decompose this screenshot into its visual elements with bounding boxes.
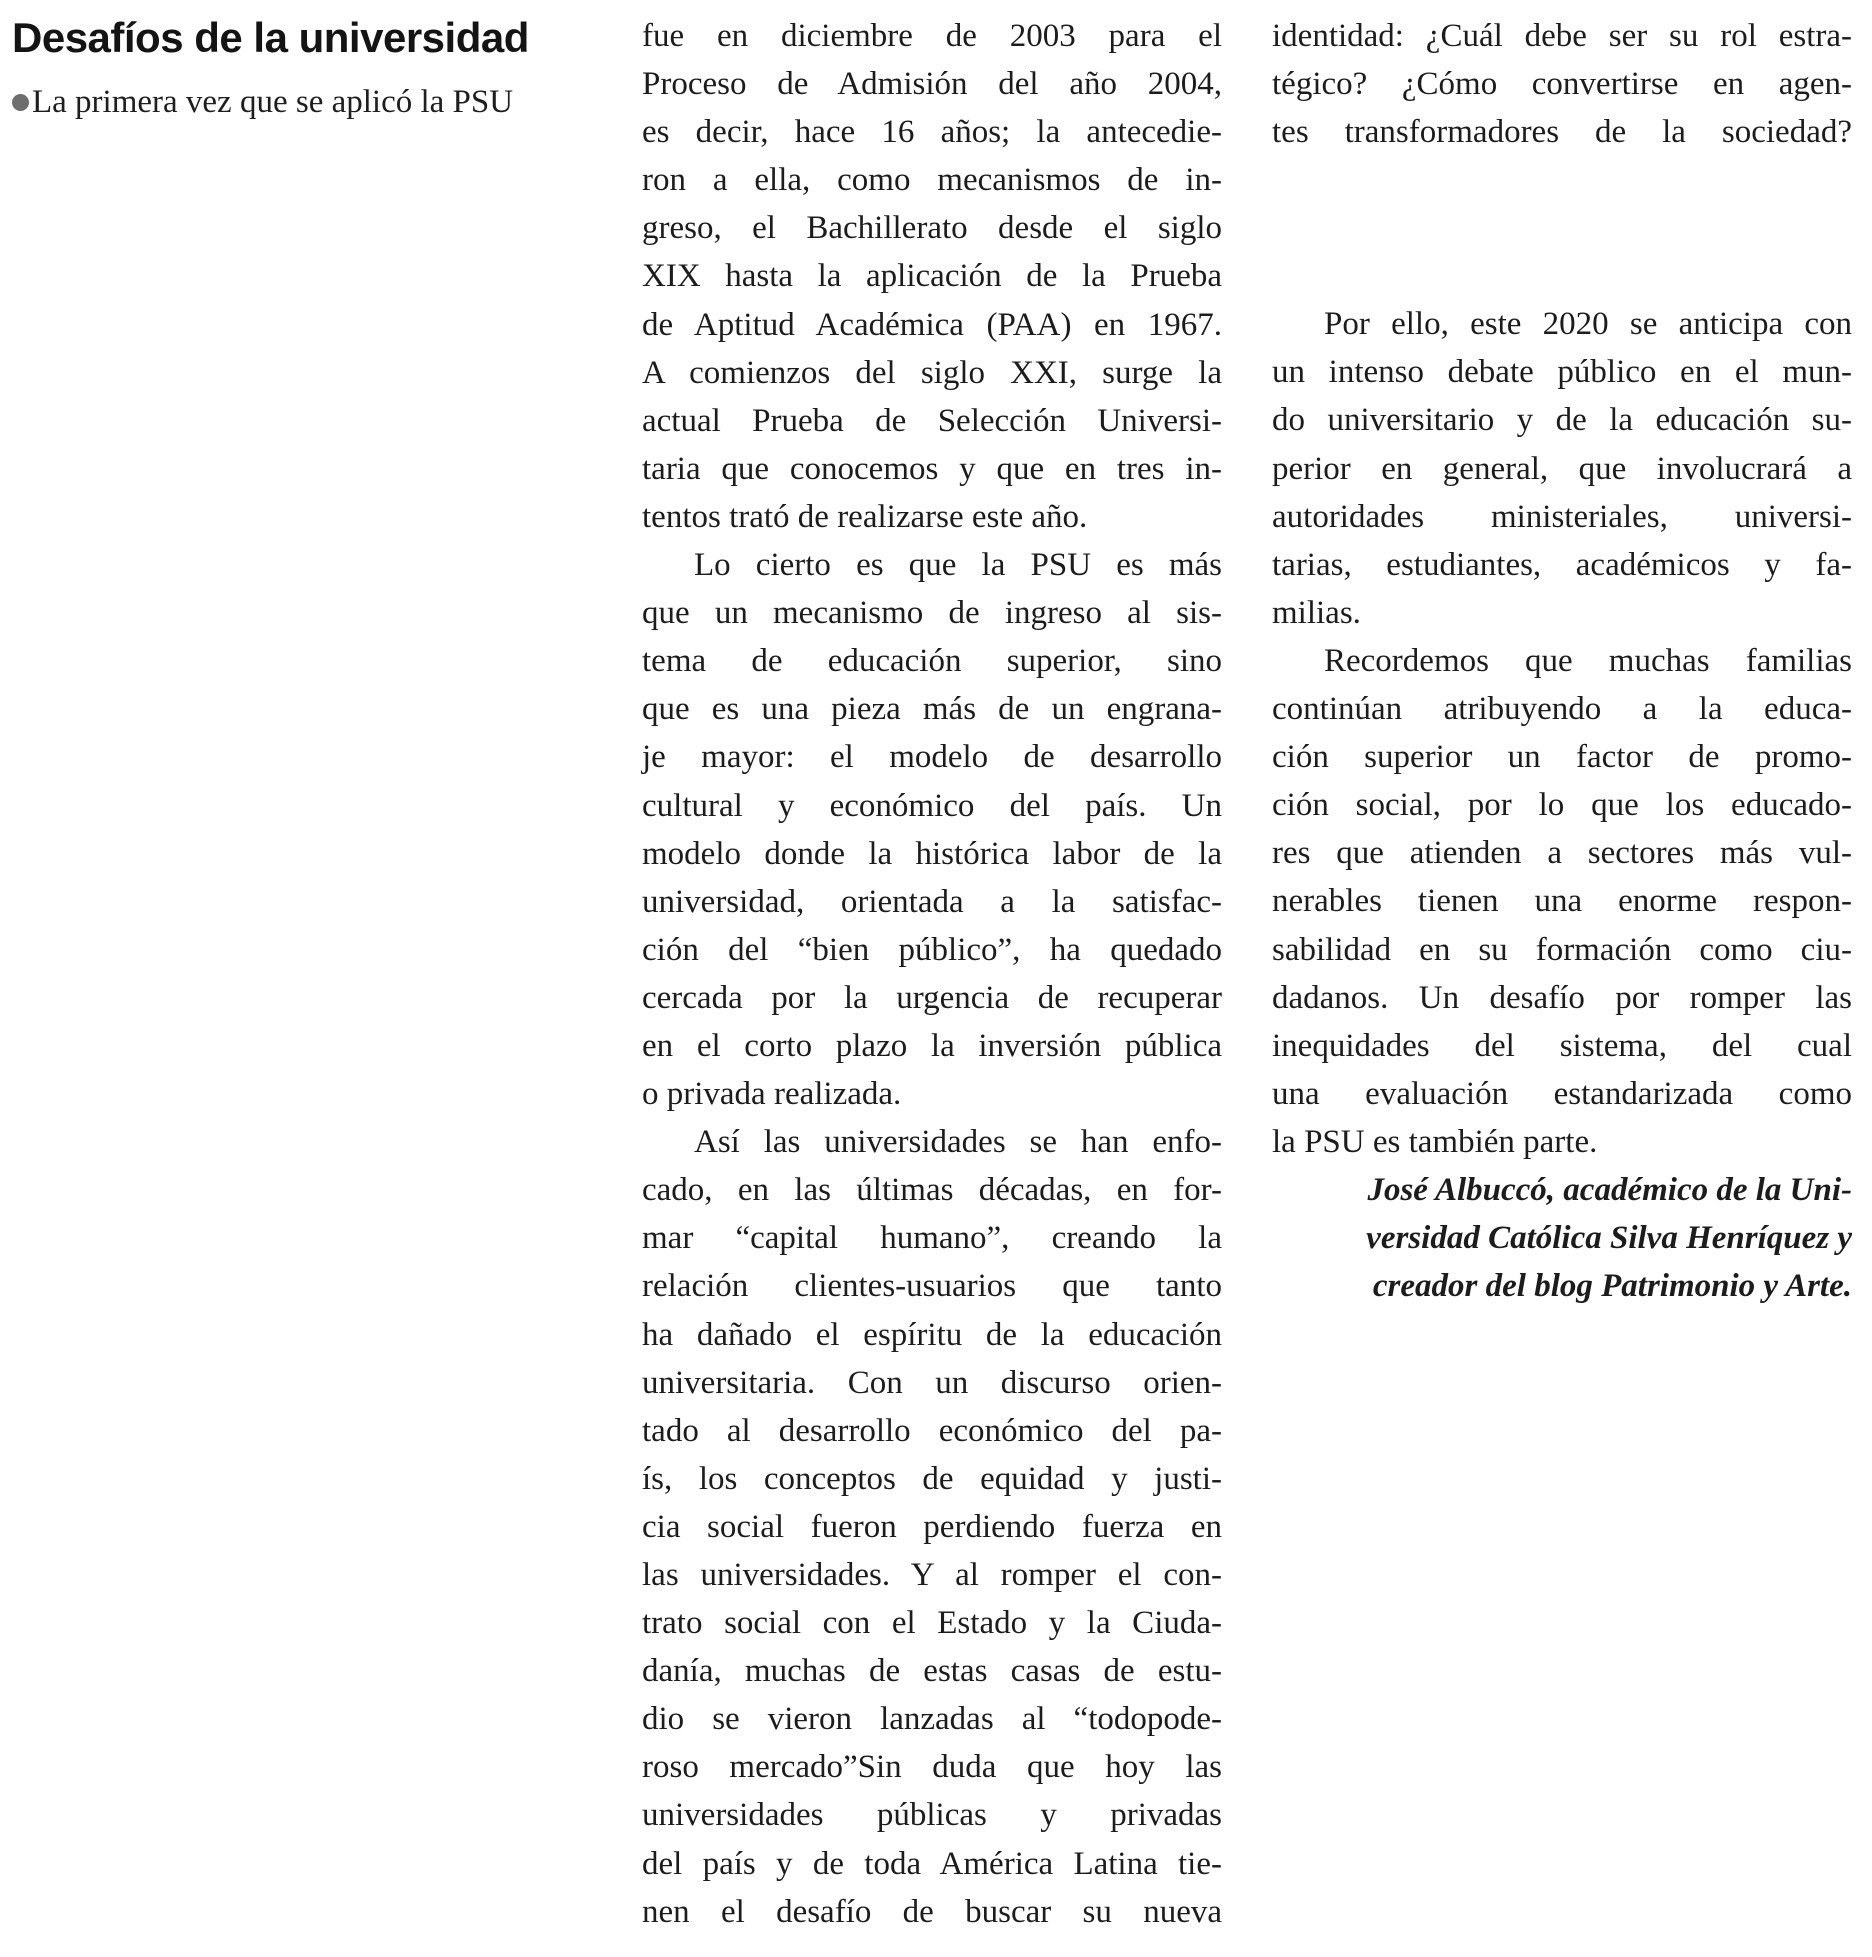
text-line: trato social con el Estado y la Ciuda-: [642, 1605, 1222, 1642]
text-line: ha dañado el espíritu de la educación: [642, 1316, 1222, 1353]
middle-lines: [642, 12, 1222, 1936]
text-line: dadanos. Un desafío por romper las: [1272, 979, 1852, 1016]
headline: Desafíos de la universidad: [12, 14, 529, 61]
text-line: cercada por la urgencia de recuperar: [642, 979, 1222, 1016]
text-line: perior en general, que involucrará a: [1272, 450, 1852, 487]
text-line: cia social fueron perdiendo fuerza en: [642, 1508, 1222, 1545]
text-line: autoridades ministeriales, universi-: [1272, 498, 1852, 535]
text-line: tado al desarrollo económico del pa-: [642, 1412, 1222, 1449]
text-line: continúan atribuyendo a la educa-: [1272, 691, 1852, 728]
text-line: ron a ella, como mecanismos de in-: [642, 162, 1222, 199]
text-line: inequidades del sistema, del cual: [1272, 1027, 1852, 1064]
text-line: tentos trató de realizarse este año.: [642, 498, 1088, 535]
text-line: tema de educación superior, sino: [642, 643, 1222, 680]
text-line: ís, los conceptos de equidad y justi-: [642, 1460, 1222, 1497]
text-line: del país y de toda América Latina tie-: [642, 1845, 1222, 1882]
text-line: Así las universidades se han enfo-: [694, 1124, 1222, 1161]
text-line: tarias, estudiantes, académicos y fa-: [1272, 546, 1852, 583]
text-line: creador del blog Patrimonio y Arte.: [1372, 1268, 1852, 1305]
right-top-lines: [1272, 12, 1852, 156]
text-line: un intenso debate público en el mun-: [1272, 354, 1852, 391]
text-line: es decir, hace 16 años; la antecedie-: [642, 114, 1222, 151]
text-line: la PSU es también parte.: [1272, 1123, 1598, 1160]
text-line: do universitario y de la educación su-: [1272, 402, 1852, 439]
column-gap: [1272, 156, 1852, 300]
text-line: relación clientes-usuarios que tanto: [642, 1268, 1222, 1305]
text-line: XIX hasta la aplicación de la Prueba: [642, 258, 1222, 295]
text-line: en el corto plazo la inversión pública: [642, 1027, 1222, 1064]
text-line: je mayor: el modelo de desarrollo: [642, 739, 1222, 776]
bullet-dot-icon: [12, 94, 29, 111]
text-line: greso, el Bachillerato desde el siglo: [642, 210, 1222, 247]
text-line: Por ello, este 2020 se anticipa con: [1324, 306, 1852, 343]
text-line: ción superior un factor de promo-: [1272, 739, 1852, 776]
text-line: universitaria. Con un discurso orien-: [642, 1364, 1222, 1401]
text-line: roso mercado”Sin duda que hoy las: [642, 1749, 1222, 1786]
text-line: sabilidad en su formación como ciu-: [1272, 931, 1852, 968]
text-line: cado, en las últimas décadas, en for-: [642, 1172, 1222, 1209]
text-line: Proceso de Admisión del año 2004,: [642, 66, 1222, 103]
text-line: ción del “bien público”, ha quedado: [642, 931, 1222, 968]
text-line: universidades públicas y privadas: [642, 1797, 1222, 1834]
text-line: tégico? ¿Cómo convertirse en agen-: [1272, 66, 1852, 103]
text-line: mar “capital humano”, creando la: [642, 1220, 1222, 1257]
text-line: milias.: [1272, 594, 1361, 631]
text-line: modelo donde la histórica labor de la: [642, 835, 1222, 872]
text-line: cultural y económico del país. Un: [642, 787, 1222, 824]
text-line: res que atienden a sectores más vul-: [1272, 835, 1852, 872]
author-signature: [1272, 1166, 1852, 1310]
text-line: o privada realizada.: [642, 1076, 902, 1113]
text-line: universidad, orientada a la satisfac-: [642, 883, 1222, 920]
text-line: José Albuccó, académico de la Uni-: [1367, 1171, 1852, 1208]
text-line: ción social, por lo que los educado-: [1272, 787, 1852, 824]
article-column-right: [1272, 12, 1852, 1310]
text-line: que es una pieza más de un engrana-: [642, 691, 1222, 728]
text-line: nerables tienen una enorme respon-: [1272, 883, 1852, 920]
text-line: de Aptitud Académica (PAA) en 1967.: [642, 306, 1222, 343]
text-line: actual Prueba de Selección Universi-: [642, 402, 1222, 439]
text-line: una evaluación estandarizada como: [1272, 1075, 1852, 1112]
text-line: Recordemos que muchas familias: [1324, 642, 1852, 679]
text-line: taria que conocemos y que en tres in-: [642, 450, 1222, 487]
text-line: dio se vieron lanzadas al “todopode-: [642, 1701, 1222, 1738]
text-line: que un mecanismo de ingreso al sis-: [642, 595, 1222, 632]
text-line: Lo cierto es que la PSU es más: [694, 547, 1222, 584]
text-line: identidad: ¿Cuál debe ser su rol estra-: [1272, 18, 1852, 54]
text-line: fue en diciembre de 2003 para el: [642, 18, 1222, 54]
subhead-text: La primera vez que se aplicó la PSU: [32, 84, 514, 120]
text-line: nen el desafío de buscar su nueva: [642, 1893, 1222, 1930]
subhead: [12, 80, 612, 124]
text-line: versidad Católica Silva Henríquez y: [1366, 1220, 1852, 1257]
text-line: tes transformadores de la sociedad?: [1272, 114, 1852, 151]
right-bottom-lines: [1272, 300, 1852, 1166]
text-line: danía, muchas de estas casas de estu-: [642, 1653, 1222, 1690]
text-line: las universidades. Y al romper el con-: [642, 1557, 1222, 1593]
text-line: A comienzos del siglo XXI, surge la: [642, 354, 1222, 391]
article-column-middle: [642, 12, 1222, 1936]
